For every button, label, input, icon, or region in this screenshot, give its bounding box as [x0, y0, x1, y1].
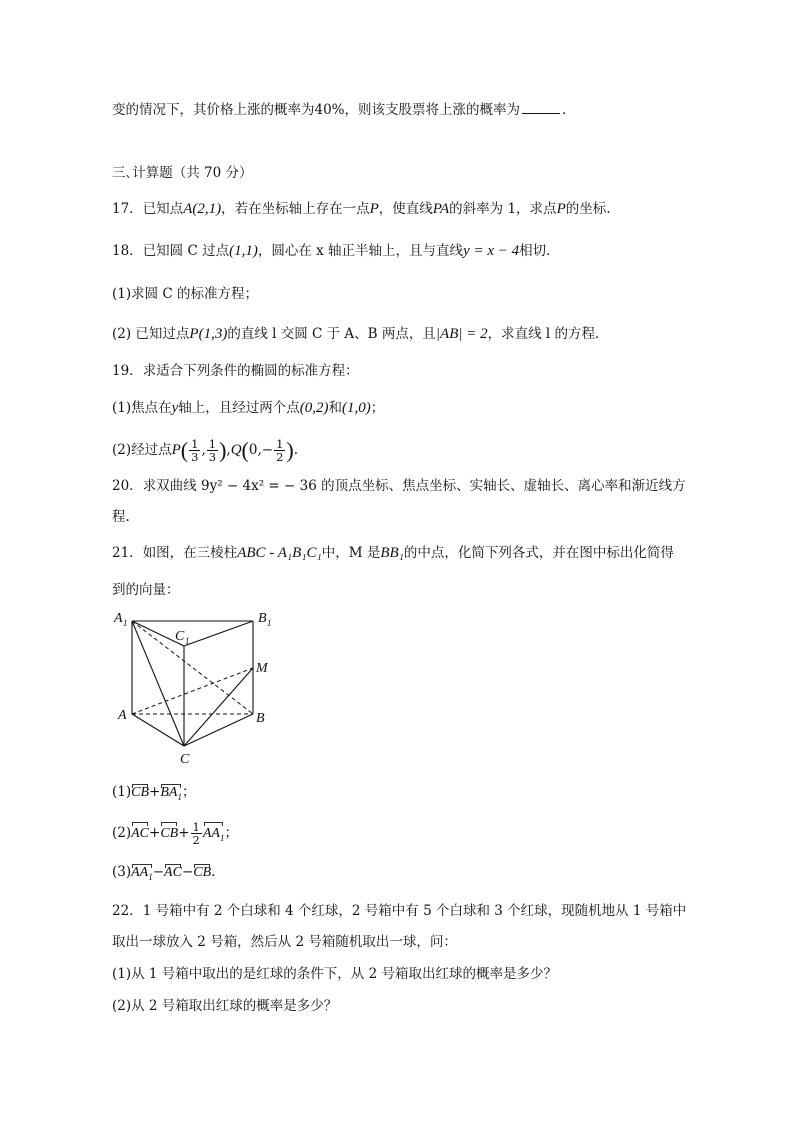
q17-text-e: 的坐标. [565, 201, 611, 217]
question-number: 22． [112, 903, 143, 919]
question-20 [112, 476, 686, 496]
q17-p: P [369, 201, 379, 217]
plus: + [149, 784, 161, 800]
q21-expr-1 [112, 782, 195, 807]
numerator: 1 [208, 437, 217, 451]
close-paren: ) [219, 437, 227, 463]
q21-prism: ABC - A₁B₁C₁ [237, 545, 322, 561]
numerator: 1 [191, 437, 199, 451]
q19-zero: 0,− [248, 442, 274, 458]
q16-end: . [562, 102, 567, 118]
q21-expr-2 [112, 820, 238, 851]
question-18 [112, 241, 560, 261]
q19-p1-point1: (0,2) [299, 400, 329, 416]
q17-text-b: ，若在坐标轴上存在一点 [221, 201, 370, 217]
numerator: 1 [276, 437, 284, 451]
plus: + [149, 825, 161, 841]
q16-tail [112, 100, 566, 120]
q21-edge: BB₁ [380, 545, 404, 561]
q18-point: (1,1) [229, 243, 258, 259]
q21-text-c: 的中点，化简下列各式，并在图中标出化简得 [403, 545, 674, 561]
label-a1-sub: 1 [123, 618, 128, 628]
q19-p1-point2: (1,0) [342, 400, 371, 416]
label-b1-sub: 1 [267, 618, 272, 628]
vector-ac: AC [164, 863, 182, 883]
period: . [211, 864, 216, 880]
expr-index: (1) [112, 784, 132, 800]
label-a1: A [114, 611, 123, 626]
q17-text-a: 已知点 [142, 201, 184, 217]
denominator: 3 [208, 450, 217, 464]
q19-part1 [112, 398, 384, 418]
close-paren: ) [286, 437, 294, 463]
minus: − [152, 864, 165, 880]
q19-p1-text-a: (1)焦点在 [112, 400, 172, 416]
q18-line-eq: y = x − 4 [463, 243, 520, 259]
dashed-a-m [132, 668, 253, 714]
q19-p1-y: y [171, 400, 179, 416]
period: . [293, 442, 299, 458]
q21-text-a: 如图，在三棱柱 [142, 545, 238, 561]
q17-text-d: 的斜率为 1，求点 [449, 201, 557, 217]
denominator: 3 [191, 450, 199, 464]
label-c: C [180, 752, 190, 767]
q19-p1-and: 和 [328, 400, 343, 416]
numerator: 1 [192, 820, 200, 834]
q18-part2 [112, 324, 609, 344]
open-paren: ( [241, 437, 249, 463]
plus: + [178, 825, 190, 841]
q20-line1: 求双曲线 9y² − 4x² = − 36 的顶点坐标、焦点坐标、实轴长、虚轴长、离心率和渐近线方 [142, 478, 686, 494]
q18-text-b: ，圆心在 x 轴正半轴上，且与直线 [257, 243, 464, 259]
q17-p2: P [556, 201, 566, 217]
q19-p2-text: (2)经过点 [112, 442, 172, 458]
q18-p2-abs: |AB| = 2 [435, 326, 488, 342]
dashed-a1-b [132, 621, 253, 714]
q17-text-c: ，使直线 [378, 201, 433, 217]
label-b1: B [258, 611, 267, 626]
comma: , [226, 442, 231, 458]
q22-line1: 1 号箱中有 2 个白球和 4 个红球，2 号箱中有 5 个白球和 3 个红球，现随机地从 1 号箱中 [142, 903, 687, 919]
segment-c-m [184, 668, 253, 746]
q19-p1-text-b: 轴上，且经过两个点 [178, 400, 300, 416]
question-number: 21． [112, 545, 143, 561]
q22-part2: (2)从 2 号箱取出红球的概率是多少？ [112, 998, 338, 1014]
label-c1: C [175, 629, 185, 644]
edge-c1-b1 [184, 621, 253, 646]
q19-part2 [112, 430, 298, 471]
vector-ac: AC [131, 821, 149, 847]
label-c1-sub: 1 [185, 636, 190, 646]
q21-expr-3 [112, 862, 215, 887]
q18-p2-text-c: ，求直线 l 的方程． [487, 326, 609, 342]
open-paren: ( [180, 437, 189, 463]
question-number: 17． [112, 201, 143, 217]
semicolon: ； [181, 784, 196, 800]
fraction-one-third [189, 438, 200, 463]
q18-text-a: 已知圆 C 过点 [142, 243, 230, 259]
denominator: 2 [192, 833, 200, 847]
question-17 [112, 199, 611, 219]
fraction-one-third [207, 438, 218, 463]
vector-ba1: $BA_1$ [160, 783, 182, 807]
section-heading: 三､计算题（共 70 分） [112, 165, 253, 181]
edge-a-c [132, 714, 184, 746]
prism-figure [110, 606, 290, 768]
vector-cb: CB [193, 863, 211, 883]
question-19 [112, 361, 359, 381]
q17-point: A(2,1) [183, 201, 222, 217]
question-number: 18． [112, 243, 143, 259]
question-22 [112, 901, 686, 921]
denominator: 2 [276, 450, 284, 464]
vector-aa1: $AA_1$ [203, 821, 225, 851]
question-21 [112, 543, 674, 563]
semicolon: ； [224, 825, 238, 841]
q18-part1: (1)求圆 C 的标准方程； [112, 286, 259, 302]
question-number: 19． [112, 363, 143, 379]
q21-line2: 到的向量： [112, 582, 180, 598]
fraction-one-half [274, 438, 285, 463]
q22-part1: (1)从 1 号箱中取出的是红球的条件下，从 2 号箱取出红球的概率是多少？ [112, 966, 557, 982]
minus: − [181, 864, 194, 880]
q22-line2: 取出一球放入 2 号箱，然后从 2 号箱随机取出一球，问： [112, 934, 457, 950]
label-b: B [256, 711, 265, 726]
q19-text: 求适合下列条件的椭圆的标准方程： [142, 363, 359, 379]
vector-cb: CB [131, 783, 149, 803]
expr-index: (3) [112, 864, 132, 880]
label-m: M [256, 661, 268, 676]
question-number: 20． [112, 478, 143, 494]
q18-p2-point: P(1,3) [189, 326, 228, 342]
q18-p2-text-b: 的直线 l 交圆 C 于 A、B 两点，且 [227, 326, 436, 342]
q21-text-b: 中，M 是 [321, 545, 381, 561]
fraction-one-half [191, 821, 202, 846]
q18-p2-text-a: (2) 已知过点 [112, 326, 190, 342]
vector-cb: CB [160, 821, 178, 847]
q18-text-c: 相切． [519, 243, 560, 259]
edge-c-b [184, 714, 253, 746]
q19-p1-text-c: ； [370, 400, 385, 416]
answer-blank [522, 113, 560, 114]
q19-p2-q: Q [230, 442, 242, 458]
q20-line2: 程. [112, 509, 130, 525]
vector-aa1: $AA_1$ [131, 863, 153, 887]
q16-text: 变的情况下，其价格上涨的概率为40%，则该支股票将上涨的概率为 [112, 102, 521, 118]
label-a: A [118, 708, 127, 723]
q19-p2-p: P [171, 442, 181, 458]
comma: , [201, 442, 206, 458]
q17-pa: PA [432, 201, 450, 217]
expr-index: (2) [112, 825, 132, 841]
